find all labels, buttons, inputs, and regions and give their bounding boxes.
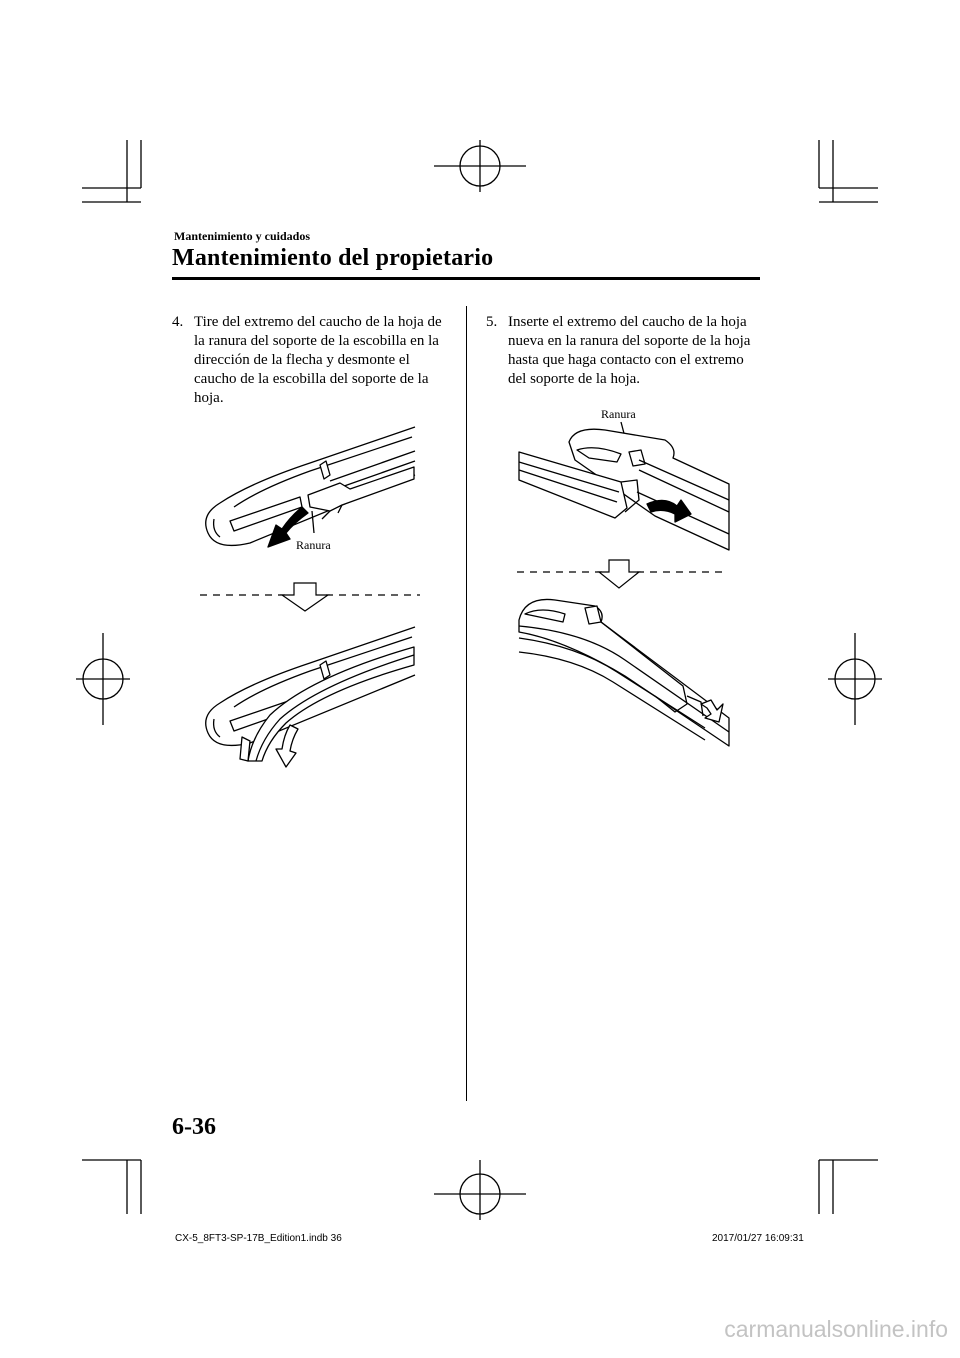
registration-mark-left [76,633,130,725]
down-arrow-icon [599,560,639,588]
callout-ranura: Ranura [296,538,331,552]
wiper-blade-inserted-illustration [519,599,729,746]
page-title: Mantenimiento del propietario [172,245,494,271]
step-separator [200,583,420,611]
step-text: Inserte el extremo del caucho de la hoja nueva en la ranura del soporte de la hoja hasta que haga contacto con el extremo del soporte de la hoja. [508,314,751,387]
page-number: 6-36 [172,1114,216,1140]
watermark: carmanualsonline.info [724,1316,948,1342]
step-separator [517,560,727,588]
figure-remove-rubber [190,415,430,780]
wiper-blade-illustration [206,427,415,545]
step-4 [172,313,447,408]
footer-date: 2017/01/27 16:09:31 [712,1233,804,1244]
figure-insert-rubber [505,400,735,755]
step-number: 5. [486,314,498,330]
step-number: 4. [172,314,184,330]
step-5 [486,313,751,389]
footer-file: CX-5_8FT3-SP-17B_Edition1.indb 36 [175,1233,342,1244]
wiper-blade-insert-illustration [519,422,729,550]
registration-mark-top [434,140,526,192]
wiper-blade-removed-illustration [206,627,415,767]
registration-mark-bottom [434,1160,526,1220]
registration-mark-right [828,633,882,725]
column-divider [466,306,467,1101]
step-text: Tire del extremo del caucho de la hoja de la ranura del soporte de la escobilla en la dirección de la flecha y desmonte el caucho de la escobilla del soporte de la hoja. [194,314,442,406]
section-label: Mantenimiento y cuidados [174,229,311,243]
title-rule [172,277,760,280]
down-arrow-icon [282,583,328,611]
callout-ranura: Ranura [601,407,636,421]
